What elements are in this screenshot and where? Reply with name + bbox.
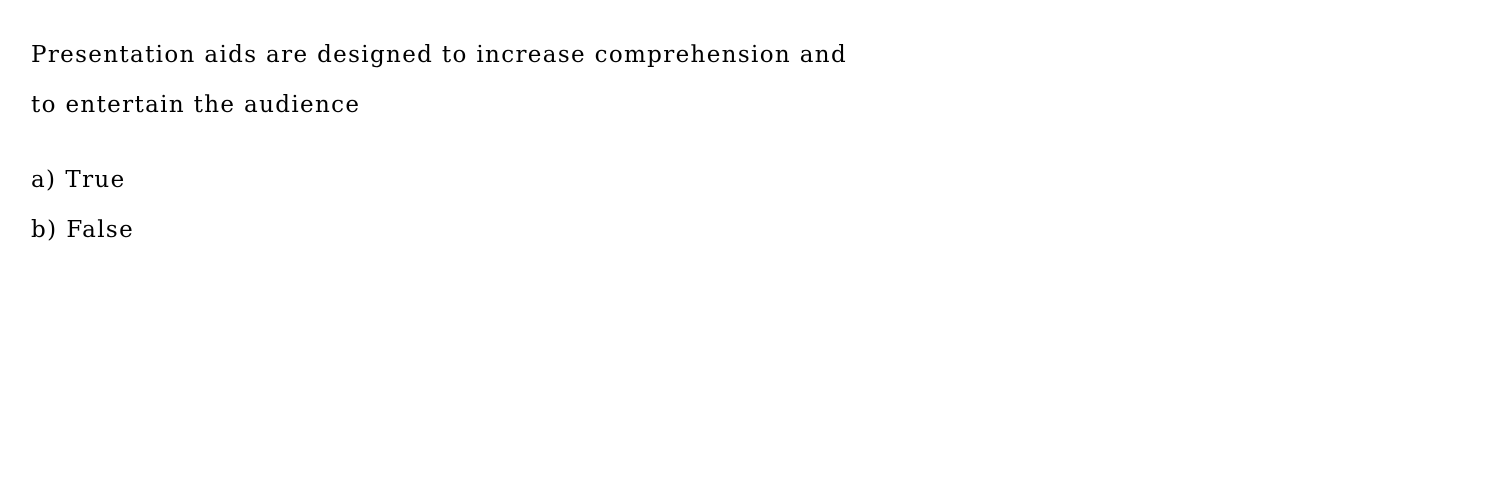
question-line-1: Presentation aids are designed to increase comprehension and bbox=[31, 42, 848, 68]
answer-options bbox=[31, 168, 1231, 243]
option-marker-a: a) bbox=[31, 167, 57, 193]
question-text bbox=[31, 18, 1231, 143]
question-line-2: to entertain the audience bbox=[31, 92, 361, 118]
option-label-false: False bbox=[66, 217, 135, 243]
option-label-true: True bbox=[65, 167, 126, 193]
answer-option-b[interactable] bbox=[31, 218, 1231, 243]
question-page bbox=[31, 18, 1231, 268]
answer-option-a[interactable] bbox=[31, 168, 1231, 193]
option-marker-b: b) bbox=[31, 217, 58, 243]
